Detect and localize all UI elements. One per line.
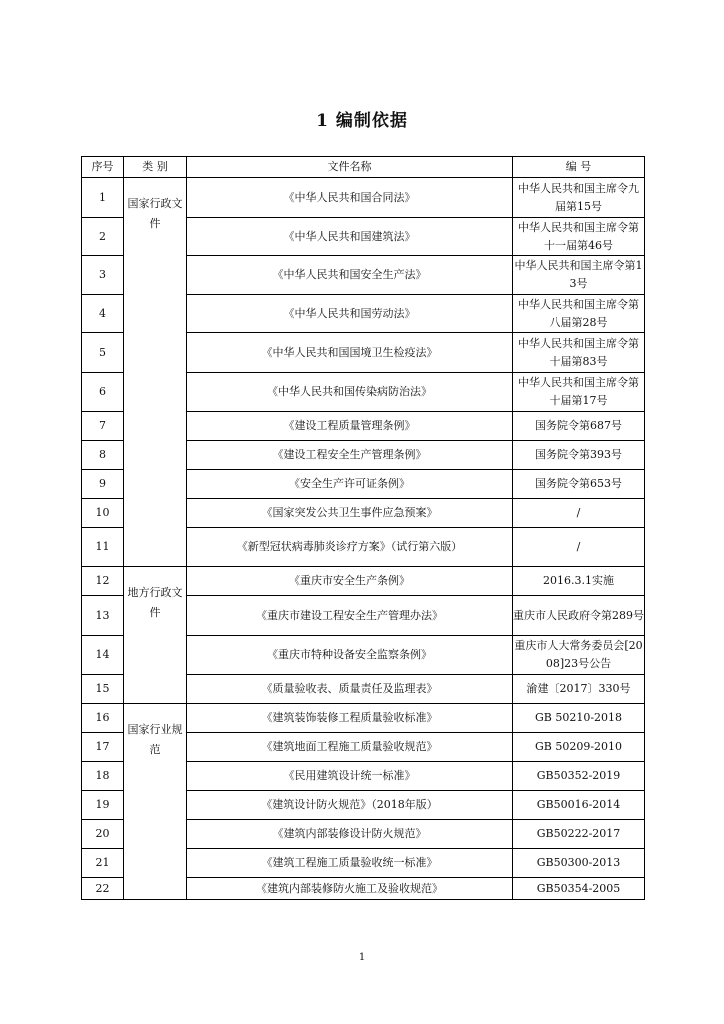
row-seq: 18 (82, 762, 124, 791)
table-header-row (82, 157, 645, 178)
row-file-name: 《中华人民共和国国境卫生检疫法》 (187, 333, 513, 373)
row-code: 国务院令第393号 (513, 441, 645, 470)
row-code: 中华人民共和国主席令九届第15号 (513, 178, 645, 218)
row-code: 中华人民共和国主席令第13号 (513, 256, 645, 295)
row-file-name: 《中华人民共和国建筑法》 (187, 218, 513, 256)
basis-table (81, 156, 645, 900)
row-seq: 11 (82, 528, 124, 567)
row-seq: 5 (82, 333, 124, 373)
header-seq: 序号 (82, 157, 124, 178)
header-code: 编 号 (513, 157, 645, 178)
row-seq: 2 (82, 218, 124, 256)
row-file-name: 《建设工程安全生产管理条例》 (187, 441, 513, 470)
header-file-name: 文件名称 (187, 157, 513, 178)
row-code: 中华人民共和国主席令第十一届第46号 (513, 218, 645, 256)
row-file-name: 《新型冠状病毒肺炎诊疗方案》（试行第六版） (187, 528, 513, 567)
row-file-name: 《建筑设计防火规范》（2018年版） (187, 791, 513, 820)
header-category: 类 别 (124, 157, 187, 178)
row-code: GB 50210-2018 (513, 704, 645, 733)
category-cell: 国家行政文件 (124, 178, 187, 567)
category-cell: 地方行政文件 (124, 567, 187, 704)
row-code: / (513, 528, 645, 567)
row-code: 中华人民共和国主席令第八届第28号 (513, 295, 645, 333)
row-file-name: 《中华人民共和国劳动法》 (187, 295, 513, 333)
row-file-name: 《重庆市特种设备安全监察条例》 (187, 636, 513, 675)
row-code: GB 50209-2010 (513, 733, 645, 762)
row-file-name: 《中华人民共和国安全生产法》 (187, 256, 513, 295)
row-file-name: 《安全生产许可证条例》 (187, 470, 513, 499)
row-file-name: 《质量验收表、质量责任及监理表》 (187, 675, 513, 704)
row-code: GB50222-2017 (513, 820, 645, 849)
row-code: GB50352-2019 (513, 762, 645, 791)
row-code: 国务院令第687号 (513, 412, 645, 441)
table-row (82, 704, 645, 733)
row-code: / (513, 499, 645, 528)
row-file-name: 《国家突发公共卫生事件应急预案》 (187, 499, 513, 528)
table-row (82, 567, 645, 596)
row-code: GB50016-2014 (513, 791, 645, 820)
row-seq: 8 (82, 441, 124, 470)
row-file-name: 《建设工程质量管理条例》 (187, 412, 513, 441)
row-seq: 21 (82, 849, 124, 878)
row-seq: 4 (82, 295, 124, 333)
row-file-name: 《建筑内部装修设计防火规范》 (187, 820, 513, 849)
row-code: GB50354-2005 (513, 878, 645, 900)
row-seq: 6 (82, 373, 124, 412)
row-code: 2016.3.1实施 (513, 567, 645, 596)
row-file-name: 《重庆市建设工程安全生产管理办法》 (187, 596, 513, 636)
row-seq: 7 (82, 412, 124, 441)
row-seq: 15 (82, 675, 124, 704)
table-row (82, 178, 645, 218)
row-file-name: 《建筑地面工程施工质量验收规范》 (187, 733, 513, 762)
category-cell: 国家行业规范 (124, 704, 187, 900)
row-file-name: 《中华人民共和国合同法》 (187, 178, 513, 218)
row-seq: 12 (82, 567, 124, 596)
row-seq: 3 (82, 256, 124, 295)
row-seq: 16 (82, 704, 124, 733)
row-code: 中华人民共和国主席令第十届第83号 (513, 333, 645, 373)
row-file-name: 《中华人民共和国传染病防治法》 (187, 373, 513, 412)
row-code: 中华人民共和国主席令第十届第17号 (513, 373, 645, 412)
row-code: GB50300-2013 (513, 849, 645, 878)
row-code: 重庆市人民政府令第289号 (513, 596, 645, 636)
row-file-name: 《民用建筑设计统一标准》 (187, 762, 513, 791)
row-seq: 1 (82, 178, 124, 218)
row-seq: 13 (82, 596, 124, 636)
page-title: 1 编制依据 (316, 111, 408, 131)
row-file-name: 《建筑工程施工质量验收统一标准》 (187, 849, 513, 878)
row-file-name: 《建筑内部装修防火施工及验收规范》 (187, 878, 513, 900)
row-seq: 20 (82, 820, 124, 849)
row-seq: 9 (82, 470, 124, 499)
row-seq: 19 (82, 791, 124, 820)
row-file-name: 《重庆市安全生产条例》 (187, 567, 513, 596)
row-seq: 10 (82, 499, 124, 528)
page-number: 1 (358, 952, 366, 963)
row-seq: 17 (82, 733, 124, 762)
row-code: 重庆市人大常务委员会[2008]23号公告 (513, 636, 645, 675)
row-code: 渝建〔2017〕330号 (513, 675, 645, 704)
row-file-name: 《建筑装饰装修工程质量验收标准》 (187, 704, 513, 733)
row-seq: 22 (82, 878, 124, 900)
row-seq: 14 (82, 636, 124, 675)
row-code: 国务院令第653号 (513, 470, 645, 499)
